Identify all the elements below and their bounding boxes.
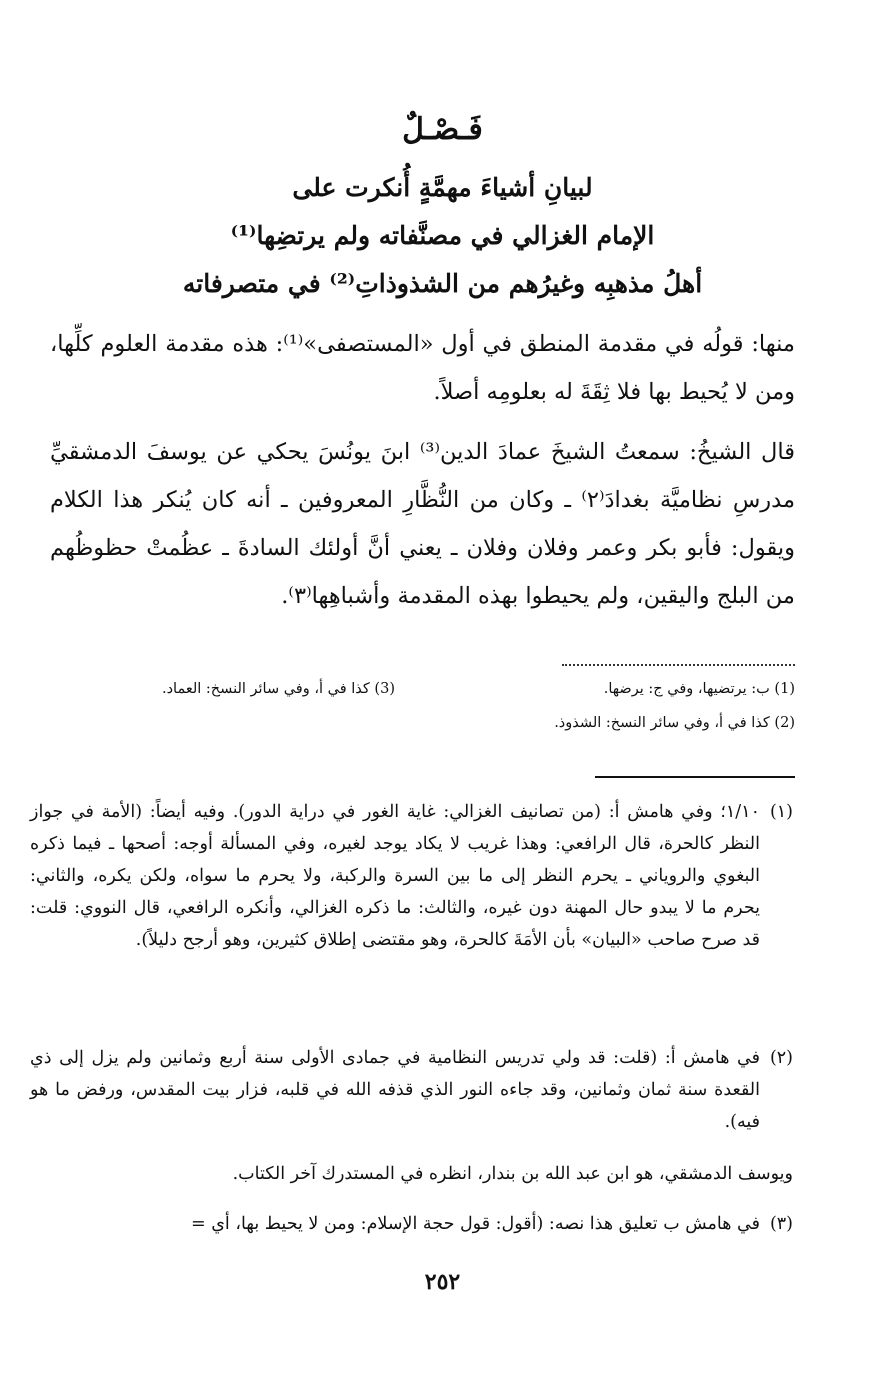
editor-note-2-continuation: ويوسف الدمشقي، هو ابن عبد الله بن بندار، انظره في المستدرك آخر الكتاب.	[232, 1164, 793, 1184]
original-footnote-1: (1) ب: يرتضيها، وفي ج: يرضها.	[603, 681, 795, 697]
editor-note-3: في هامش ب تعليق هذا نصه: (أقول: قول حجة الإسلام: ومن لا يحيط بها، أي =	[190, 1214, 760, 1234]
page-number: ٢٥٢	[424, 1269, 461, 1295]
original-footnote-2: (2) كذا في أ، وفي سائر النسخ: الشذوذ.	[554, 715, 795, 731]
footnote-dotted-separator	[562, 664, 795, 666]
chapter-title-line-2: الإمام الغزالي في مصنَّفاته ولم يرتضِها⁽¹⁾	[230, 221, 655, 250]
editor-note-number-1: (١)	[769, 802, 793, 822]
body-paragraph-2: قال الشيخُ: سمعتُ الشيخَ عمادَ الدين⁽³⁾ ابنَ يونُسَ يحكي عن يوسفَ الدمشقيِّ مدرسِ نظاميَّة بغدادَ⁽٢⁾ ـ وكان من النُّظَّارِ المعروفين ـ أنه كان يُنكر هذا الكلام ويقول: فأبو بكر وعمر وفلان وفلان ـ يعني أنَّ أولئك السادةَ ـ عظُمتْ حظوظُهم من البلج واليقين، ولم يحيطوا بهذه المقدمة وأشباهِها⁽٣⁾.	[50, 439, 796, 609]
editor-note-1: ١/١٠؛ وفي هامش أ: (من تصانيف الغزالي: غاية الغور في دراية الدور). وفيه أيضاً: (الأمة في جواز النظر كالحرة، قال الرافعي: وهذا غريب لا يكاد يوجد لغيره، وفي المسألة أوجه: أصحها ـ فيما ذكره البغوي والروياني ـ يحرم النظر إلى ما بين السرة والركبة، ولا يحرم ما سواه، ولكن يكره، والثاني: يحرم ما لا يبدو حال المهنة دون غيره، والثالث: ما ذكره الغزالي، وأنكره الرافعي، قال النووي: قلت: قد صرح صاحب «البيان» بأن الأمَةَ كالحرة، وهو مقتضى إطلاق كثيرين، وهو أرجح دليلاً).	[30, 802, 760, 950]
original-footnote-3: (3) كذا في أ، وفي سائر النسخ: العماد.	[161, 681, 395, 697]
chapter-title-line-1: لبيانِ أشياءَ مهمَّةٍ أُنكرت على	[292, 173, 593, 202]
editor-note-2: في هامش أ: (قلت: قد ولي تدريس النظامية في جمادى الأولى سنة أربع وثمانين ولم يزل إلى ذي القعدة سنة ثمان وثمانين، وقد جاءه النور الذي قذفه الله في قلبه، فزار بيت المقدس، ورفض ما هو فيه).	[30, 1048, 760, 1132]
editor-note-number-2: (٢)	[769, 1048, 793, 1068]
chapter-title-line-3: أهلُ مذهبِه وغيرُهم من الشذوذاتِ⁽²⁾ في متصرفاته	[182, 269, 703, 298]
editor-notes-separator	[595, 776, 795, 778]
editor-note-number-3: (٣)	[769, 1214, 793, 1234]
body-paragraph-1: منها: قولُه في مقدمة المنطق في أول «المستصفى»⁽¹⁾: هذه مقدمة العلوم كلِّها، ومن لا يُحيط بها فلا ثِقَةَ له بعلومِه أصلاً.	[50, 331, 795, 405]
chapter-heading-fasl: فَـصْـلٌ	[402, 112, 483, 147]
